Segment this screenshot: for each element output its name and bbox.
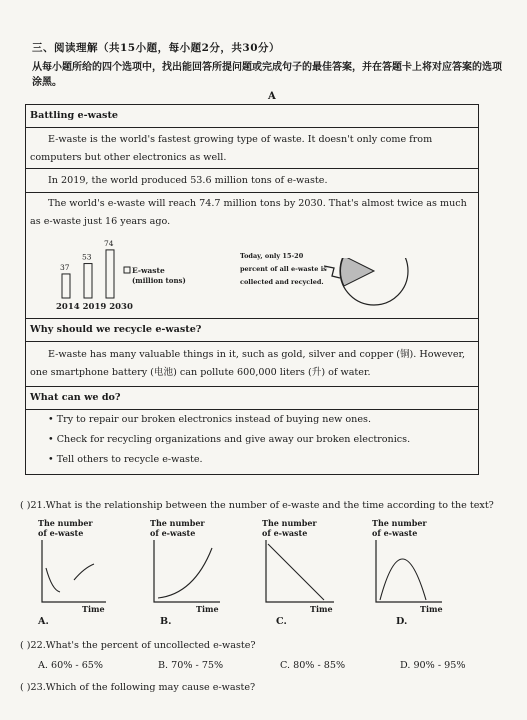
option-b: B. <box>160 616 172 627</box>
graph-ylabel: The number <box>262 518 317 528</box>
option-c: C. <box>276 616 287 627</box>
why-text: E-waste has many valuable things in it, such as gold, silver and copper (铜). However, one smartphone battery (电池) can pollute 600,000 liters (升) of water. <box>30 349 466 378</box>
passage-title: Battling e-waste <box>30 110 118 121</box>
bar-2014 <box>62 274 70 298</box>
fact2: The world's e-waste will reach 74.7 million tons by 2030. That's almost twice as much as e-waste just 16 years ago. <box>30 198 467 227</box>
graph-ylabel: of e-waste <box>150 528 196 538</box>
bar-years: 2014 2019 2030 <box>56 302 133 312</box>
why-title-box <box>25 318 479 341</box>
graph-xlabel: Time <box>420 604 443 614</box>
tip-item: • Check for recycling organizations and give away our broken electronics. <box>48 434 411 445</box>
para1: E-waste is the world's fastest growing type of waste. It doesn't only come from computers but other electronics as well. <box>30 134 433 163</box>
q22-option-b: B. 70% - 75% <box>158 660 224 671</box>
graph-ylabel: The number <box>150 518 205 528</box>
legend-swatch <box>124 267 130 273</box>
tip-item: • Tell others to recycle e-waste. <box>48 454 203 465</box>
tip-item: • Try to repair our broken electronics instead of buying new ones. <box>48 414 371 425</box>
tips-box <box>25 409 479 475</box>
q22-option-c: C. 80% - 85% <box>280 660 346 671</box>
graph-c-plot <box>262 538 338 608</box>
graph-xlabel: Time <box>82 604 105 614</box>
ewaste-bar-chart <box>40 234 220 314</box>
why-text-box <box>25 341 479 386</box>
graph-xlabel: Time <box>196 604 219 614</box>
fact1: In 2019, the world produced 53.6 million tons of e-waste. <box>48 175 328 186</box>
bar-2030 <box>106 250 114 298</box>
graph-ylabel: of e-waste <box>262 528 308 538</box>
question-22: ( )22.What's the percent of uncollected e-waste? <box>20 640 256 651</box>
graph-ylabel: The number <box>372 518 427 528</box>
pie-slice-recycled <box>341 258 374 286</box>
what-title: What can we do? <box>30 392 121 403</box>
graph-ylabel: The number <box>38 518 93 528</box>
graph-ylabel: of e-waste <box>38 528 84 538</box>
question-23: ( )23.Which of the following may cause e-waste? <box>20 682 256 693</box>
why-title: Why should we recycle e-waste? <box>30 324 202 335</box>
graph-d <box>372 518 446 627</box>
graph-c <box>262 518 338 627</box>
fact1-box <box>25 168 479 192</box>
q22-option-a: A. 60% - 65% <box>38 660 104 671</box>
bar-label-2019: 53 <box>82 252 92 262</box>
option-d: D. <box>396 616 408 627</box>
q22-option-d: D. 90% - 95% <box>400 660 466 671</box>
option-a: A. <box>38 616 49 627</box>
pie-text: Today, only 15-20 percent of all e-waste is collected and recycled. <box>240 252 327 286</box>
graph-d-plot <box>372 538 446 608</box>
para1-box <box>25 127 479 168</box>
graph-ylabel: of e-waste <box>372 528 418 538</box>
bar-2019 <box>84 264 92 298</box>
bar-label-2030: 74 <box>104 238 114 248</box>
graph-b <box>150 518 224 627</box>
question-21: ( )21.What is the relationship between the number of e-waste and the time according to the text? <box>20 500 494 511</box>
graph-b-plot <box>150 538 224 608</box>
part-label: A <box>268 91 276 102</box>
pie-arrow <box>324 266 340 278</box>
graph-xlabel: Time <box>310 604 333 614</box>
section-title: 三、阅读理解（共15小题，每小题2分，共30分） <box>32 42 281 54</box>
graph-a-plot <box>38 538 108 608</box>
bar-label-2014: 37 <box>60 262 70 272</box>
legend-label: E-waste <box>132 266 165 275</box>
recycle-pie-chart <box>318 258 418 318</box>
graph-a <box>38 518 108 627</box>
passage-title-box <box>25 104 479 127</box>
instructions: 从每小题所给的四个选项中，找出能回答所提问题或完成句子的最佳答案，并在答题卡上将对应答案的选项涂黑。 <box>32 62 502 88</box>
legend-unit: (million tons) <box>132 276 186 285</box>
what-title-box <box>25 386 479 409</box>
